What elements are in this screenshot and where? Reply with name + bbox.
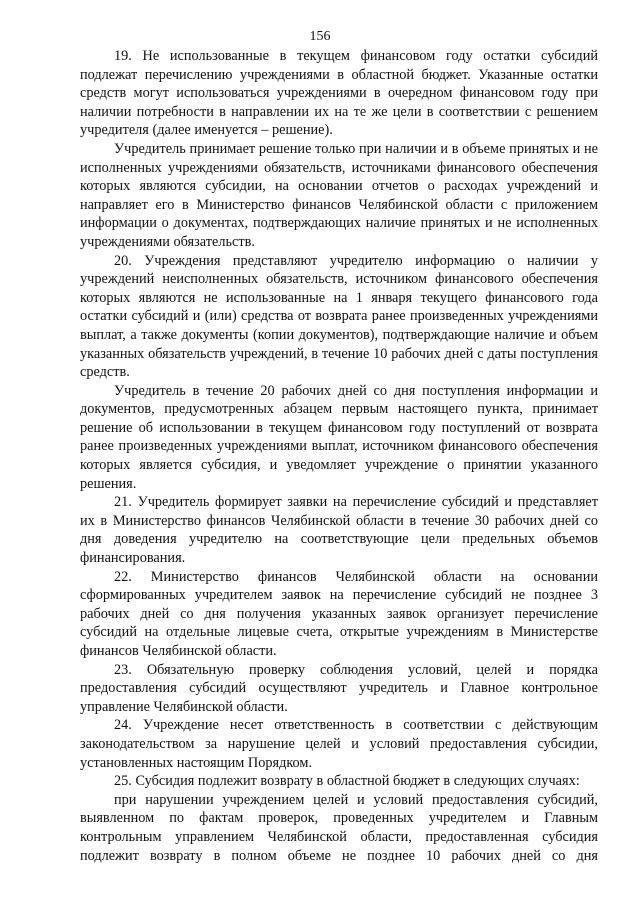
paragraph: 23. Обязательную проверку соблюдения условий, целей и порядка предоставления субсидий осуществляют учредитель и Главное контрольное управление Челябинской области. xyxy=(80,661,598,715)
paragraph: 22. Министерство финансов Челябинской области на основании сформированных учредителем заявок на перечисление субсидий не позднее 3 рабочих дней со дня получения указанных заявок организует перечисление субсидий на отдельные лицевые счета, открытые учреждениям в Министерстве финансов Челябинской области. xyxy=(80,568,598,659)
paragraph: 25. Субсидия подлежит возврату в областной бюджет в следующих случаях: xyxy=(114,773,580,790)
paragraph: 20. Учреждения представляют учредителю информацию о наличии у учреждений неисполненных обязательств, источником финансового обеспечения которых являются не использованные на 1 января текущего финансового года остатки субсидий и (или) средства от возврата ранее произведенных учреждениями выплат, а также документы (копии документов), подтверждающие наличие и объем указанных обязательств учреждений, в течение 10 рабочих дней с даты поступления средств. xyxy=(80,252,598,381)
paragraph: 24. Учреждение несет ответственность в соответствии с действующим законодательством за нарушение целей и условий предоставления субсидии, установленных настоящим Порядком. xyxy=(80,717,598,771)
paragraph: Учредитель принимает решение только при наличии и в объеме принятых и не исполненных учреждениями обязательств, источниками финансового обеспечения которых являются субсидии, на основании отчетов о расходах учреждений и направляет его в Министерство финансов Челябинской области с приложением информации о документах, подтверждающих наличие принятых и не исполненных учреждениями обязательств. xyxy=(80,140,598,250)
paragraph: при нарушении учреждением целей и условий предоставления субсидий, выявленном по фактам проверок, проведенных учредителем и Главным контрольным управлением Челябинской области, предоставленная субсидия подлежит возврату в полном объеме не позднее 10 рабочих дней со дня xyxy=(80,791,598,864)
document-body xyxy=(80,47,598,865)
page-number: 156 xyxy=(309,29,331,44)
paragraph: 21. Учредитель формирует заявки на перечисление субсидий и представляет их в Министерство финансов Челябинской области в течение 30 рабочих дней со дня доведения учредителю на соответствующие цели предельных объемов финансирования. xyxy=(80,494,598,567)
paragraph: Учредитель в течение 20 рабочих дней со дня поступления информации и документов, предусмотренных абзацем первым настоящего пункта, принимает решение об использовании в текущем финансовом году поступлений от возврата ранее произведенных учреждениями выплат, источником финансового обеспечения которых является субсидия, и уведомляет учреждение о принятии указанного решения. xyxy=(80,382,598,492)
paragraph: 19. Не использованные в текущем финансовом году остатки субсидий подлежат перечислению учреждениями в областной бюджет. Указанные остатки средств могут использоваться учреждениями в очередном финансовом году при наличии потребности в направлении их на те же цели в соответствии с решением учредителя (далее именуется – решение). xyxy=(80,48,598,139)
